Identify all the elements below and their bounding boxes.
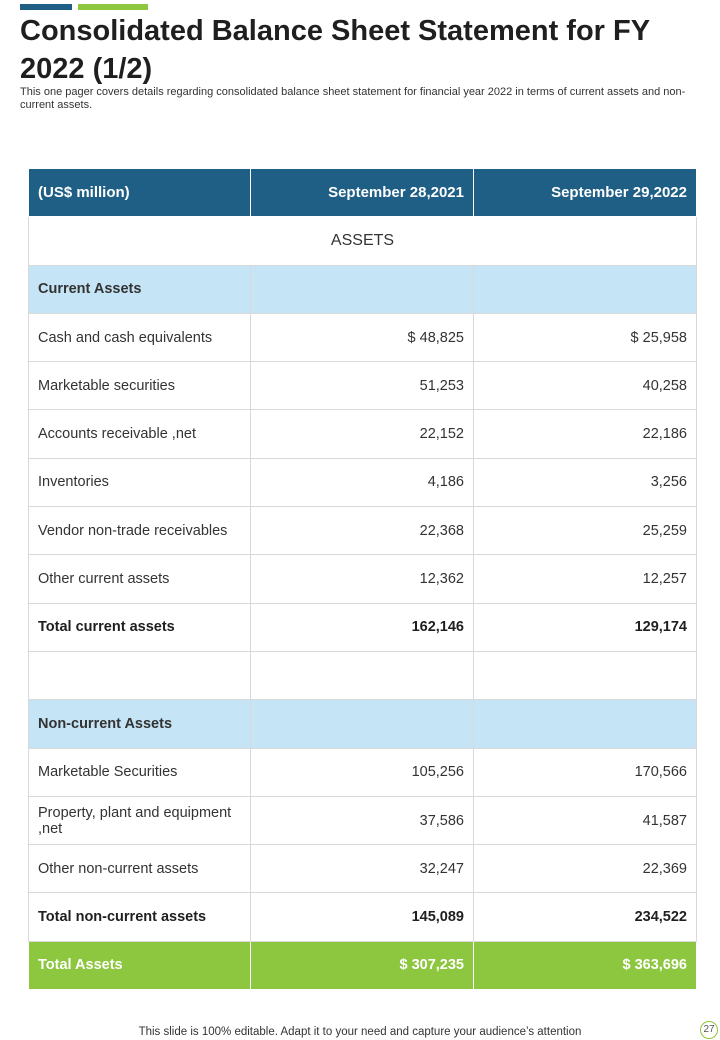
total-assets-2022: $ 363,696 <box>474 941 697 989</box>
row-value-2022: 25,259 <box>474 507 697 555</box>
balance-sheet-table <box>28 168 697 990</box>
spacer-row <box>29 651 697 699</box>
row-value-2022: 12,257 <box>474 555 697 603</box>
row-value-2022: 22,186 <box>474 410 697 458</box>
row-value-2021: 37,586 <box>251 796 474 844</box>
top-accent-bar-green <box>78 4 148 10</box>
row-value-2022: 41,587 <box>474 796 697 844</box>
row-label: Other current assets <box>29 555 251 603</box>
noncurrent-assets-section-row <box>29 700 697 748</box>
row-label: Cash and cash equivalents <box>29 313 251 361</box>
total-current-2022: 129,174 <box>474 603 697 651</box>
table-row <box>29 458 697 506</box>
total-assets-row <box>29 941 697 989</box>
row-value-2021: 22,152 <box>251 410 474 458</box>
row-value-2021: 4,186 <box>251 458 474 506</box>
table-row <box>29 362 697 410</box>
row-label: Property, plant and equipment ,net <box>29 796 251 844</box>
row-value-2022: 3,256 <box>474 458 697 506</box>
row-label: Inventories <box>29 458 251 506</box>
table-row <box>29 796 697 844</box>
row-value-2022: 22,369 <box>474 845 697 893</box>
row-label: Other non-current assets <box>29 845 251 893</box>
row-value-2021: 51,253 <box>251 362 474 410</box>
table-row <box>29 845 697 893</box>
total-current-assets-row <box>29 603 697 651</box>
total-noncurrent-2021: 145,089 <box>251 893 474 941</box>
current-assets-section-label: Current Assets <box>29 265 251 313</box>
row-value-2021: 22,368 <box>251 507 474 555</box>
assets-heading-row <box>29 217 697 265</box>
table-row <box>29 313 697 361</box>
noncurrent-assets-section-label: Non-current Assets <box>29 700 251 748</box>
row-value-2021: 12,362 <box>251 555 474 603</box>
total-current-2021: 162,146 <box>251 603 474 651</box>
table-row <box>29 555 697 603</box>
total-assets-label: Total Assets <box>29 941 251 989</box>
row-value-2021: 32,247 <box>251 845 474 893</box>
header-2021: September 28,2021 <box>251 169 474 217</box>
header-unit: (US$ million) <box>29 169 251 217</box>
total-assets-2021: $ 307,235 <box>251 941 474 989</box>
row-label: Accounts receivable ,net <box>29 410 251 458</box>
total-noncurrent-2022: 234,522 <box>474 893 697 941</box>
table-row <box>29 507 697 555</box>
top-accent-bar-blue <box>20 4 72 10</box>
row-value-2021: $ 48,825 <box>251 313 474 361</box>
row-value-2022: $ 25,958 <box>474 313 697 361</box>
row-value-2022: 170,566 <box>474 748 697 796</box>
table-row <box>29 410 697 458</box>
footer-note: This slide is 100% editable. Adapt it to your need and capture your audience’s attention <box>138 1026 582 1038</box>
total-noncurrent-label: Total non-current assets <box>29 893 251 941</box>
row-label: Marketable securities <box>29 362 251 410</box>
table-header-row <box>29 169 697 217</box>
assets-heading: ASSETS <box>29 217 697 265</box>
header-2022: September 29,2022 <box>474 169 697 217</box>
total-noncurrent-assets-row <box>29 893 697 941</box>
row-value-2022: 40,258 <box>474 362 697 410</box>
row-value-2021: 105,256 <box>251 748 474 796</box>
page-subtitle: This one pager covers details regarding consolidated balance sheet statement for financial year 2022 in terms of current assets and non-current assets. <box>20 86 686 111</box>
row-label: Marketable Securities <box>29 748 251 796</box>
current-assets-section-row <box>29 265 697 313</box>
page-title: Consolidated Balance Sheet Statement for FY 2022 (1/2) <box>20 15 650 85</box>
page-number: 27 <box>700 1021 718 1039</box>
total-current-label: Total current assets <box>29 603 251 651</box>
table-row <box>29 748 697 796</box>
row-label: Vendor non-trade receivables <box>29 507 251 555</box>
